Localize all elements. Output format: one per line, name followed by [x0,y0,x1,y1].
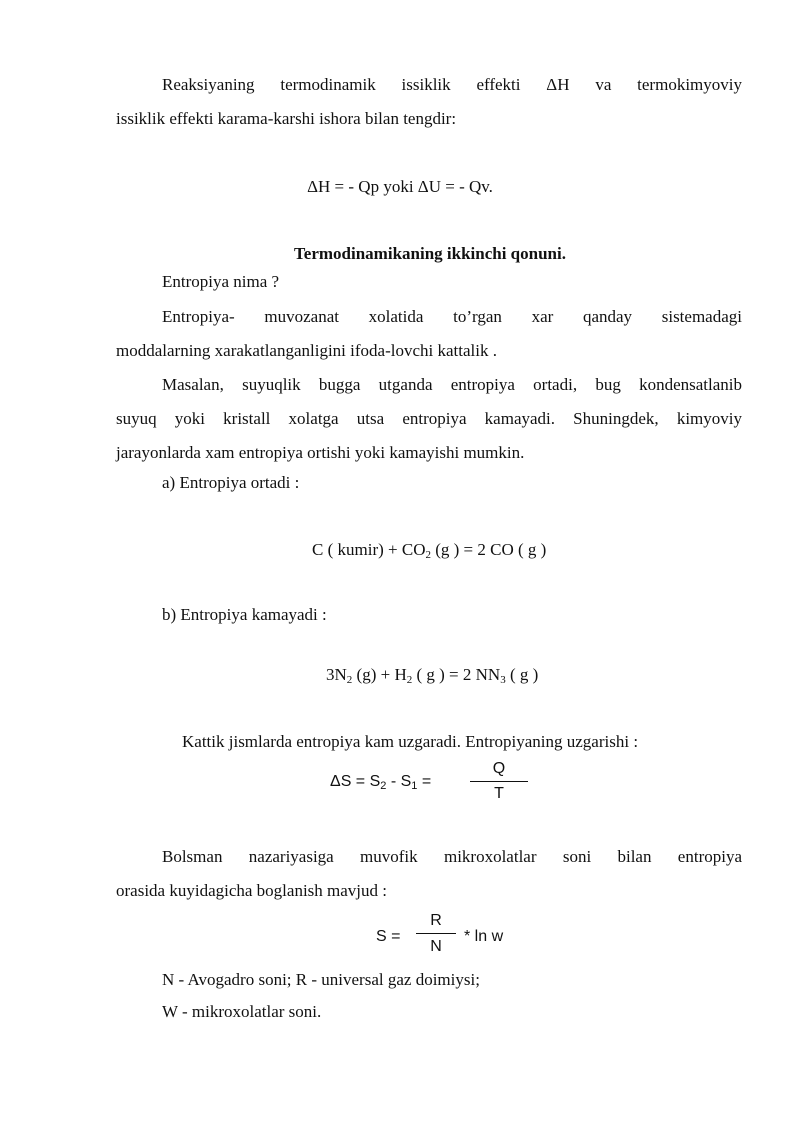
paragraph-line: Masalan, suyuqlik bugga utganda entropiya ortadi, bug kondensatlanib [162,375,742,394]
equation-text: (g ) = 2 CO ( g ) [430,540,547,559]
fraction-numerator: Q [492,760,506,777]
legend-line: W - mikroxolatlar soni. [162,1002,322,1021]
paragraph-line: Kattik jismlarda entropiya kam uzgaradi. Entropiyaning uzgarishi : [182,732,639,751]
fraction-bar [470,781,528,782]
equation-text: (g) + H [352,665,407,684]
equation-case-a [312,539,546,560]
case-a-label: a) Entropiya ortadi : [162,473,300,492]
fraction-bar [416,933,456,934]
paragraph-line: Entropiya- muvozanat xolatida to’rgan xar qanday sistemadagi [162,307,742,326]
subscript: 2 [346,674,353,686]
section-heading: Termodinamikaning ikkinchi qonuni. [294,244,566,263]
subscript: 1 [411,780,418,792]
equation-lhs: S = [376,928,401,945]
equation-lhs [330,772,431,792]
equation-text: ΔS = S [330,773,381,790]
equation-text: ( g ) = 2 NN [412,665,501,684]
equation-text: C ( kumir) + CO [312,540,426,559]
paragraph-line: orasida kuyidagicha boglanish mavjud : [116,881,387,900]
subscript: 2 [380,780,387,792]
equation-text: - S [386,773,412,790]
fraction-denominator: N [430,938,442,955]
equation-text: 3N [326,665,347,684]
case-b-label: b) Entropiya kamayadi : [162,605,327,624]
legend-line: N - Avogadro soni; R - universal gaz doimiysi; [162,970,480,989]
paragraph-line: Bolsman nazariyasiga muvofik mikroxolatlar soni bilan entropiya [162,847,742,866]
fraction-denominator: T [494,785,504,802]
fraction-numerator: R [430,912,442,929]
paragraph-line: issiklik effekti karama-karshi ishora bilan tengdir: [116,109,457,128]
paragraph-line: jarayonlarda xam entropiya ortishi yoki kamayishi mumkin. [116,443,525,462]
paragraph-line: Reaksiyaning termodinamik issiklik effekti ΔH va termokimyoviy [162,75,742,94]
subscript: 2 [406,674,413,686]
paragraph-line: moddalarning xarakatlanganligini ifoda-lovchi kattalik . [116,341,497,360]
equation-case-b [326,664,538,685]
subscript: 3 [500,674,506,686]
subscript: 2 [425,549,431,561]
equation-text: ( g ) [505,665,539,684]
equation-text: = [417,773,432,790]
equation-enthalpy: ΔH = - Qp yoki ΔU = - Qv. [307,177,493,196]
question-line: Entropiya nima ? [162,272,280,291]
equation-rhs: * ln w [464,928,504,945]
paragraph-line: suyuq yoki kristall xolatga utsa entropiya kamayadi. Shuningdek, kimyoviy [116,409,742,428]
